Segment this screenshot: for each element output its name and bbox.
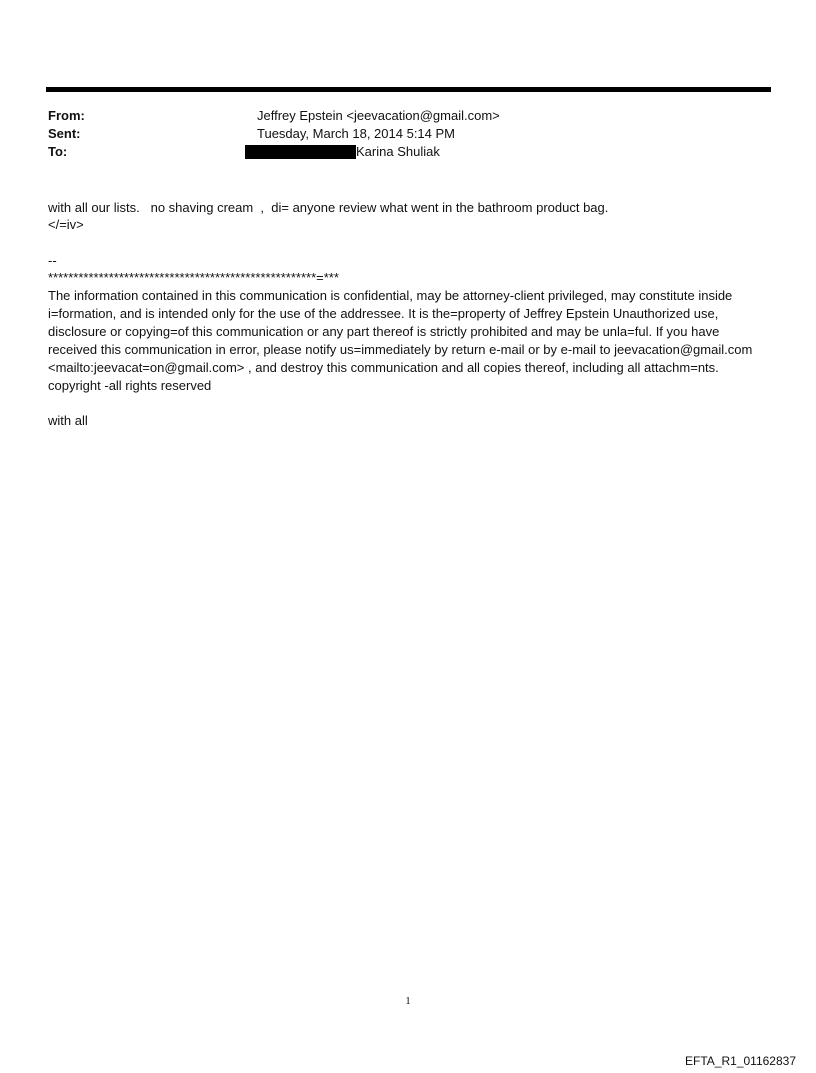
page-number: 1 [405, 995, 411, 1007]
redaction-block [245, 145, 356, 159]
from-row [48, 107, 768, 125]
email-header [48, 107, 768, 161]
to-value-container [257, 143, 440, 161]
sent-row [48, 125, 768, 143]
message-line-2: </=iv> [48, 217, 84, 232]
from-label: From: [48, 108, 85, 123]
to-value: Karina Shuliak [356, 144, 440, 159]
signature-dash: -- [48, 253, 57, 268]
header-divider [46, 87, 771, 92]
document-id: EFTA_R1_01162837 [685, 1054, 796, 1068]
sent-label: Sent: [48, 126, 81, 141]
trailing-text: with all [48, 413, 88, 428]
sent-value: Tuesday, March 18, 2014 5:14 PM [257, 126, 455, 141]
to-label: To: [48, 144, 68, 159]
from-value: Jeffrey Epstein <jeevacation@gmail.com> [257, 108, 500, 123]
to-row [48, 143, 768, 161]
message-line-1: with all our lists. no shaving cream , di= anyone review what went in the bathroom product bag. [48, 200, 609, 215]
signature-stars: *****************************************************=*** [48, 270, 339, 285]
disclaimer-text: The information contained in this communication is confidential, may be attorney-client privileged, may constitute inside i=formation, and is intended only for the use of the addressee. It is the=property of Jeffrey Epstein Unauthorized use, disclosure or copying=of this communication or any part thereof is strictly prohibited and may be unla=ful. If you have received this communication in error, please notify us=immediately by return e-mail or by e-mail to jeevacation@gmail.com <mailto:jeevacat=on@gmail.com> , and destroy this communication and all copies thereof, including all attachm=nts. copyright -all rights reserved [48, 288, 756, 393]
